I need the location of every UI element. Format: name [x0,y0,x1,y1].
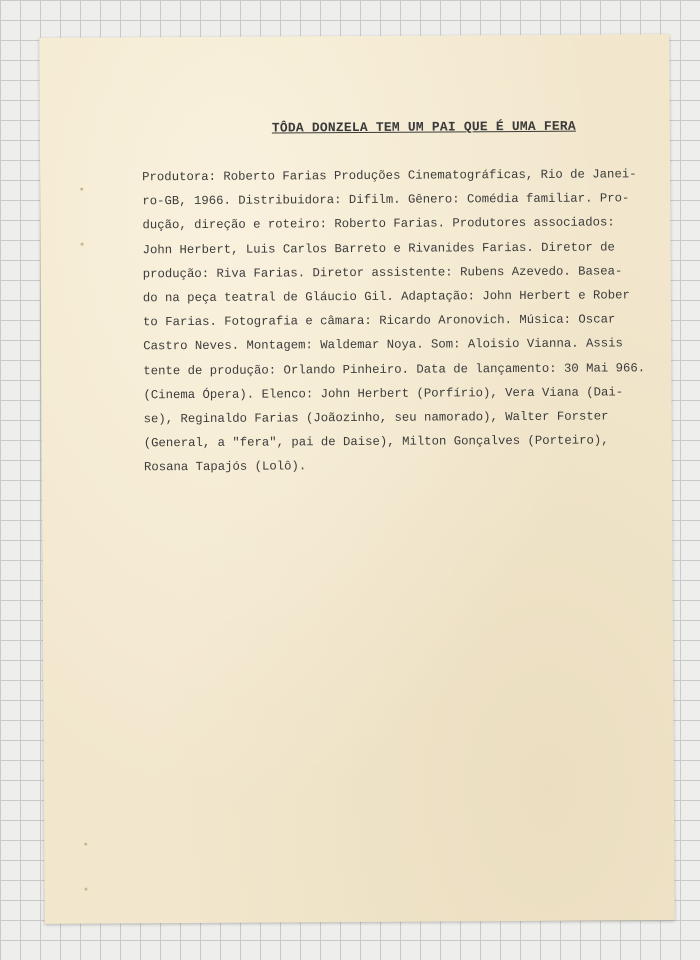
text-line: do na peça teatral de Gláucio Gil. Adaptação: John Herbert e Rober [142,288,630,306]
text-line: ro-GB, 1966. Distribuidora: Difilm. Gênero: Comédia familiar. Pro- [142,191,630,209]
text-line: (Cinema Ópera). Elenco: John Herbert (Porfírio), Vera Viana (Dai- [143,385,624,403]
text-line: produção: Riva Farias. Diretor assistente: Rubens Azevedo. Basea- [142,264,623,282]
text-line: dução, direção e roteiro: Roberto Farias. Produtores associados: [142,215,615,233]
text-line: Castro Neves. Montagem: Waldemar Noya. Som: Aloisio Vianna. Assis [143,336,623,354]
punch-mark [84,843,87,846]
text-line: to Farias. Fotografia e câmara: Ricardo Aronovich. Música: Oscar [142,312,616,330]
document-title: TÔDA DONZELA TEM UM PAI QUE É UMA FERA [271,118,576,136]
text-line: Rosana Tapajós (Lolô). [143,459,307,475]
text-line: Produtora: Roberto Farias Produções Cinematográficas, Rio de Janei- [142,167,637,185]
text-line: se), Reginaldo Farias (Joãozinho, seu namorado), Walter Forster [143,409,609,427]
document-sheet [39,34,674,924]
text-line: (General, a "fera", pai de Daise), Milton Gonçalves (Porteiro), [143,433,609,451]
text-line: John Herbert, Luis Carlos Barreto e Rivanides Farias. Diretor de [142,240,615,257]
punch-mark [81,243,84,246]
punch-mark [84,888,87,891]
text-line: tente de produção: Orlando Pinheiro. Data de lançamento: 30 Mai 966. [143,360,646,378]
document-body [142,162,644,480]
punch-mark [80,188,83,191]
